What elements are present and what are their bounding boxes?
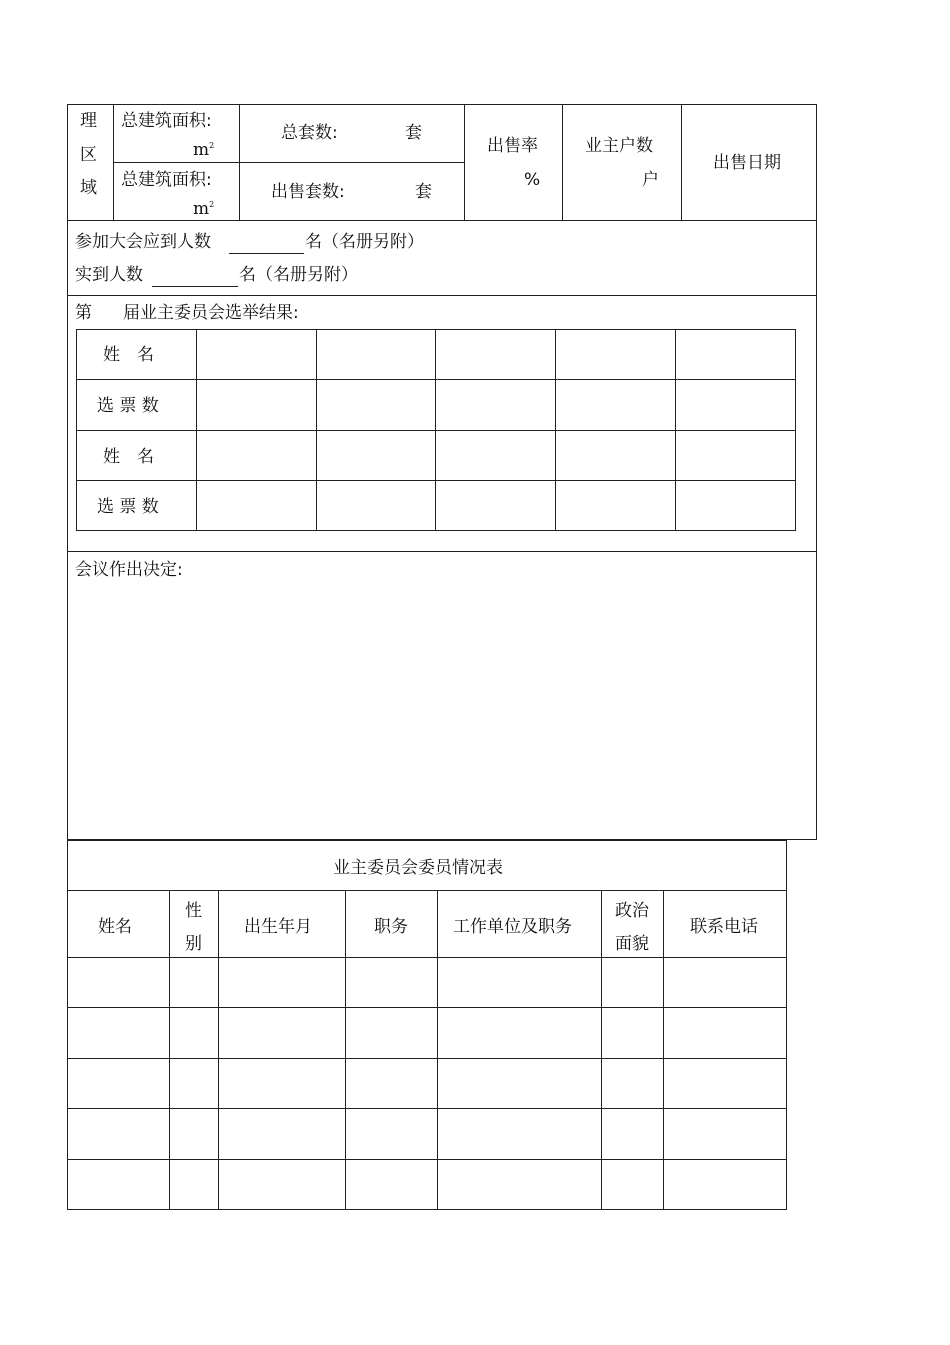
sold-sets-unit: 套 [415,182,432,202]
election-row-line-2 [76,430,796,431]
expected-attendance-prefix: 参加大会应到人数 [75,232,211,252]
total-sets-label: 总套数: [281,123,338,143]
members-col-line-4 [437,890,438,1210]
owner-count-label: 业主户数 [585,136,653,156]
members-row-line-1 [67,1007,787,1008]
decision-label: 会议作出决定: [75,560,183,580]
members-header-bottom-line [67,957,787,958]
members-header-political-2: 面貌 [615,934,649,954]
members-header-workplace: 工作单位及职务 [453,917,572,937]
sale-date-label: 出售日期 [713,153,781,173]
total-area-label-2: 总建筑面积: [121,170,212,190]
members-header-phone: 联系电话 [690,917,758,937]
region-label-char-3: 域 [80,178,97,198]
members-row-line-2 [67,1058,787,1059]
election-row-label-votes-1: 选 票 数 [97,396,159,416]
actual-attendance-suffix: 名（名册另附） [239,265,358,285]
members-col-line-5 [601,890,602,1210]
election-col-line-5 [675,329,676,531]
total-sets-unit: 套 [405,123,422,143]
sale-rate-label: 出售率 [487,136,538,156]
divider-election-bottom [67,551,817,552]
expected-attendance-blank[interactable] [229,253,304,254]
sale-rate-unit: % [524,170,541,190]
total-area-unit-1: $m^2$ [193,140,215,160]
members-header-gender-1: 性 [185,901,202,921]
region-label-char-2: 区 [80,145,97,165]
members-col-line-1 [169,890,170,1210]
members-col-line-2 [218,890,219,1210]
divider-attendance-bottom [67,295,817,296]
members-row-line-4 [67,1159,787,1160]
header-col-line-4 [562,104,563,220]
members-table-title: 业主委员会委员情况表 [333,858,503,878]
divider-header-bottom [67,220,817,221]
members-header-gender-2: 别 [185,934,202,954]
members-row-line-3 [67,1108,787,1109]
members-header-position: 职务 [374,917,408,937]
members-header-name: 姓名 [98,917,132,937]
members-col-line-6 [663,890,664,1210]
election-col-line-2 [316,329,317,531]
election-row-line-1 [76,379,796,380]
expected-attendance-suffix: 名（名册另附） [305,232,424,252]
election-title-suffix: 届业主委员会选举结果: [123,303,299,323]
owner-count-unit: 户 [642,170,659,190]
members-header-birth: 出生年月 [244,917,312,937]
actual-attendance-prefix: 实到人数 [75,265,143,285]
members-table [67,840,787,1210]
members-col-line-3 [345,890,346,1210]
election-col-line-4 [555,329,556,531]
header-mid-line [113,162,464,163]
election-col-line-1 [196,329,197,531]
total-area-unit-2: $m^2$ [193,199,215,219]
election-title-prefix: 第 [75,303,92,323]
election-row-label-name-2: 姓 名 [103,447,154,467]
header-col-line-5 [681,104,682,220]
members-title-bottom-line [67,890,787,891]
election-row-line-3 [76,480,796,481]
sold-sets-label: 出售套数: [271,182,345,202]
region-label-char-1: 理 [80,111,97,131]
header-col-line-3 [464,104,465,220]
actual-attendance-blank[interactable] [152,286,238,287]
election-row-label-votes-2: 选 票 数 [97,497,159,517]
members-header-political-1: 政治 [615,901,649,921]
decision-text-area[interactable] [68,585,816,839]
election-row-label-name-1: 姓 名 [103,345,154,365]
total-area-label-1: 总建筑面积: [121,111,212,131]
election-col-line-3 [435,329,436,531]
